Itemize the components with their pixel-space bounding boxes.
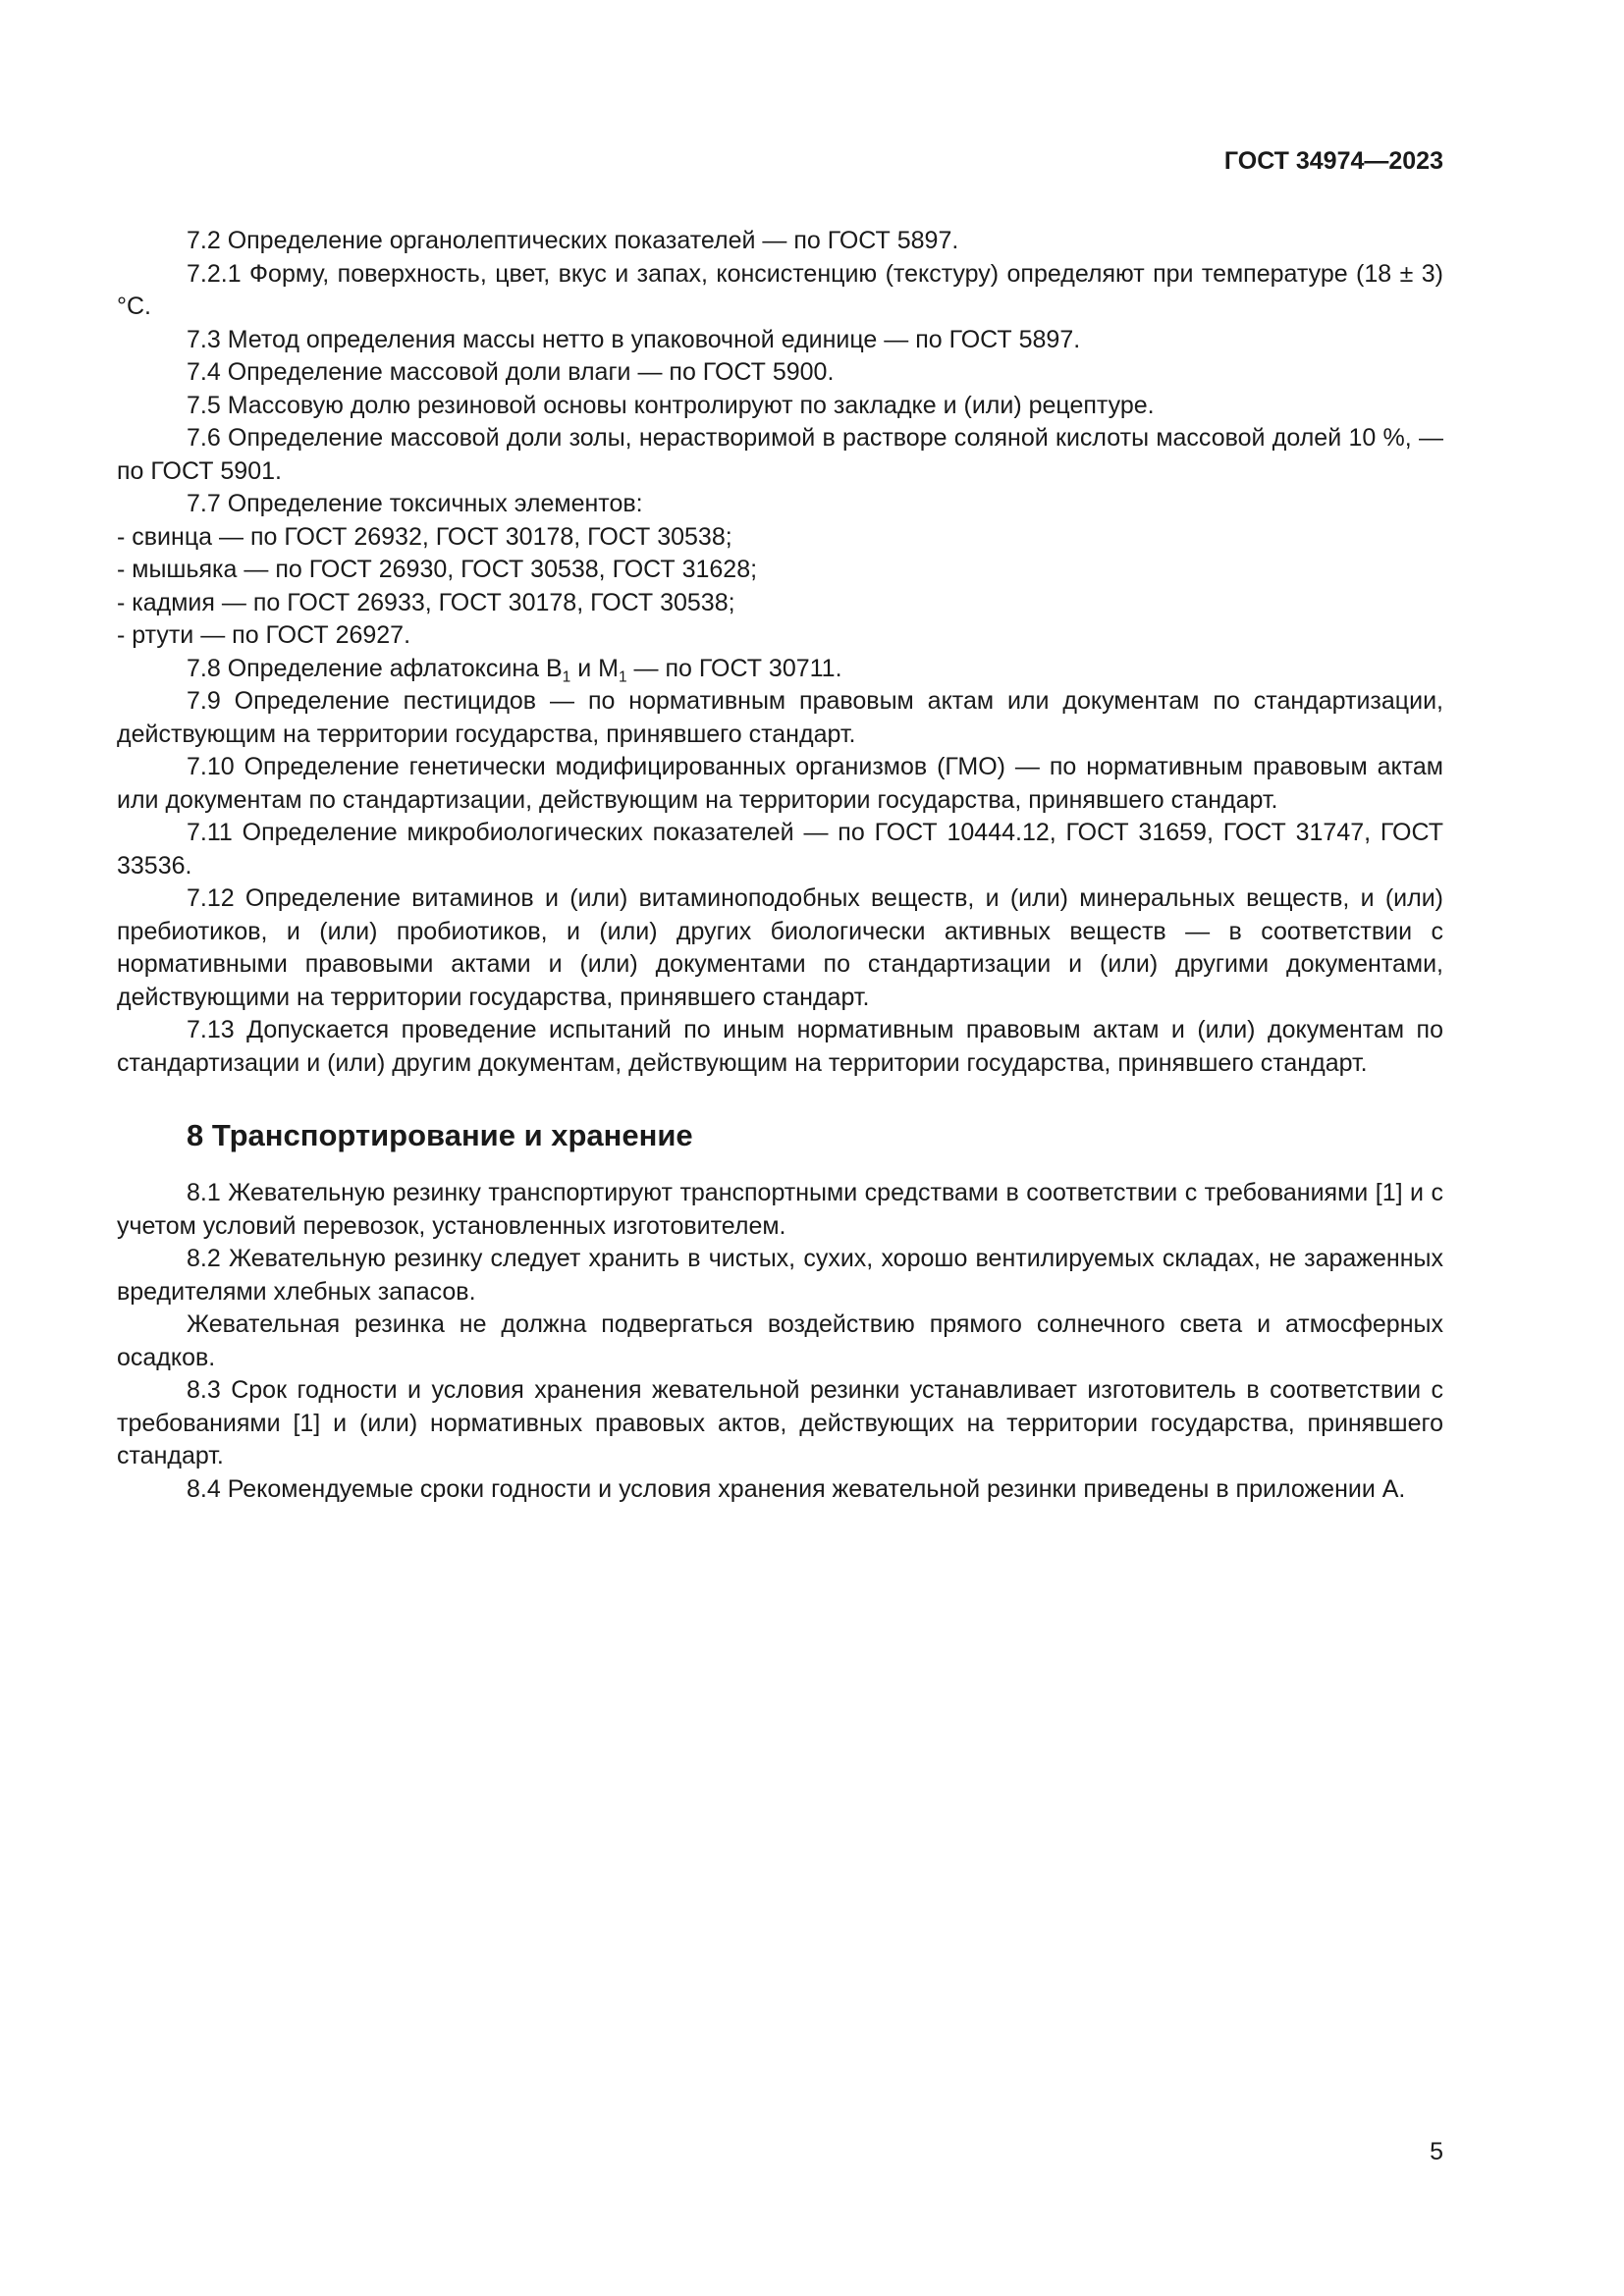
paragraph-8-2-continued: Жевательная резинка не должна подвергаться воздействию прямого солнечного света и атмосферных осадков. <box>117 1310 1443 1371</box>
paragraph-7-10: 7.10 Определение генетически модифицированных организмов (ГМО) — по нормативным правовым актам или документам по стандартизации, действующим на территории государства, принявшего стандарт. <box>117 753 1443 814</box>
paragraph-7-8 <box>117 653 1443 686</box>
paragraph-7-3: 7.3 Метод определения массы нетто в упаковочной единице — по ГОСТ 5897. <box>187 325 1081 353</box>
paragraph-7-5: 7.5 Массовую долю резиновой основы контролируют по закладке и (или) рецептуре. <box>187 391 1155 419</box>
list-item: - мышьяка — по ГОСТ 26930, ГОСТ 30538, ГОСТ 31628; <box>117 556 758 583</box>
p7-8-subscript-1: 1 <box>562 667 571 685</box>
p7-8-subscript-2: 1 <box>618 667 627 685</box>
paragraph-7-9: 7.9 Определение пестицидов — по нормативным правовым актам или документам по стандартизации, действующим на территории государства, принявшего стандарт. <box>117 687 1443 748</box>
section-8-heading: 8 Транспортирование и хранение <box>187 1118 693 1152</box>
list-item: - кадмия — по ГОСТ 26933, ГОСТ 30178, ГОСТ 30538; <box>117 588 735 616</box>
paragraph-8-1: 8.1 Жевательную резинку транспортируют транспортными средствами в соответствии с требованиями [1] и с учетом условий перевозок, установленных изготовителем. <box>117 1179 1443 1240</box>
paragraph-7-4: 7.4 Определение массовой доли влаги — по ГОСТ 5900. <box>187 358 835 386</box>
paragraph-7-11: 7.11 Определение микробиологических показателей — по ГОСТ 10444.12, ГОСТ 31659, ГОСТ 31747, ГОСТ 33536. <box>117 819 1443 880</box>
p7-8-text-1: 7.8 Определение афлатоксина В <box>187 654 563 682</box>
paragraph-8-4: 8.4 Рекомендуемые сроки годности и условия хранения жевательной резинки приведены в приложении А. <box>187 1474 1406 1503</box>
paragraph-7-2-1: 7.2.1 Форму, поверхность, цвет, вкус и запах, консистенцию (текстуру) определяют при температуре (18 ± 3) °С. <box>117 259 1443 320</box>
document-body <box>117 225 1443 1506</box>
list-item: - ртути — по ГОСТ 26927. <box>117 621 411 649</box>
paragraph-7-2: 7.2 Определение органолептических показателей — по ГОСТ 5897. <box>187 227 959 254</box>
paragraph-7-12: 7.12 Определение витаминов и (или) витаминоподобных веществ, и (или) минеральных веществ, и (или) пребиотиков, и (или) пробиотиков, и (или) других биологически активных веществ — в соответствии с нормативными правовыми актами и (или) документами по стандартизации и (или) другими документами, действующими на территории государства, принявшего стандарт. <box>117 884 1443 1011</box>
paragraph-8-2: 8.2 Жевательную резинку следует хранить в чистых, сухих, хорошо вентилируемых складах, не зараженных вредителями хлебных запасов. <box>117 1245 1443 1306</box>
paragraph-7-6: 7.6 Определение массовой доли золы, нерастворимой в растворе соляной кислоты массовой долей 10 %, — по ГОСТ 5901. <box>117 424 1443 485</box>
document-code: ГОСТ 34974—2023 <box>1223 147 1443 175</box>
list-item: - свинца — по ГОСТ 26932, ГОСТ 30178, ГОСТ 30538; <box>117 522 732 551</box>
paragraph-7-13: 7.13 Допускается проведение испытаний по иным нормативным правовым актам и (или) документам по стандартизации и (или) другим документам, действующим на территории государства, принявшего стандарт. <box>117 1016 1443 1077</box>
paragraph-7-7: 7.7 Определение токсичных элементов: <box>187 490 643 517</box>
paragraph-8-3: 8.3 Срок годности и условия хранения жевательной резинки устанавливает изготовитель в соответствии с требованиями [1] и (или) нормативных правовых актов, действующих на территории государства, принявшего стандарт. <box>117 1376 1443 1469</box>
page-number: 5 <box>1430 2138 1443 2165</box>
p7-8-text-2: и М <box>570 654 619 682</box>
p7-8-text-3: — по ГОСТ 30711. <box>626 654 842 682</box>
